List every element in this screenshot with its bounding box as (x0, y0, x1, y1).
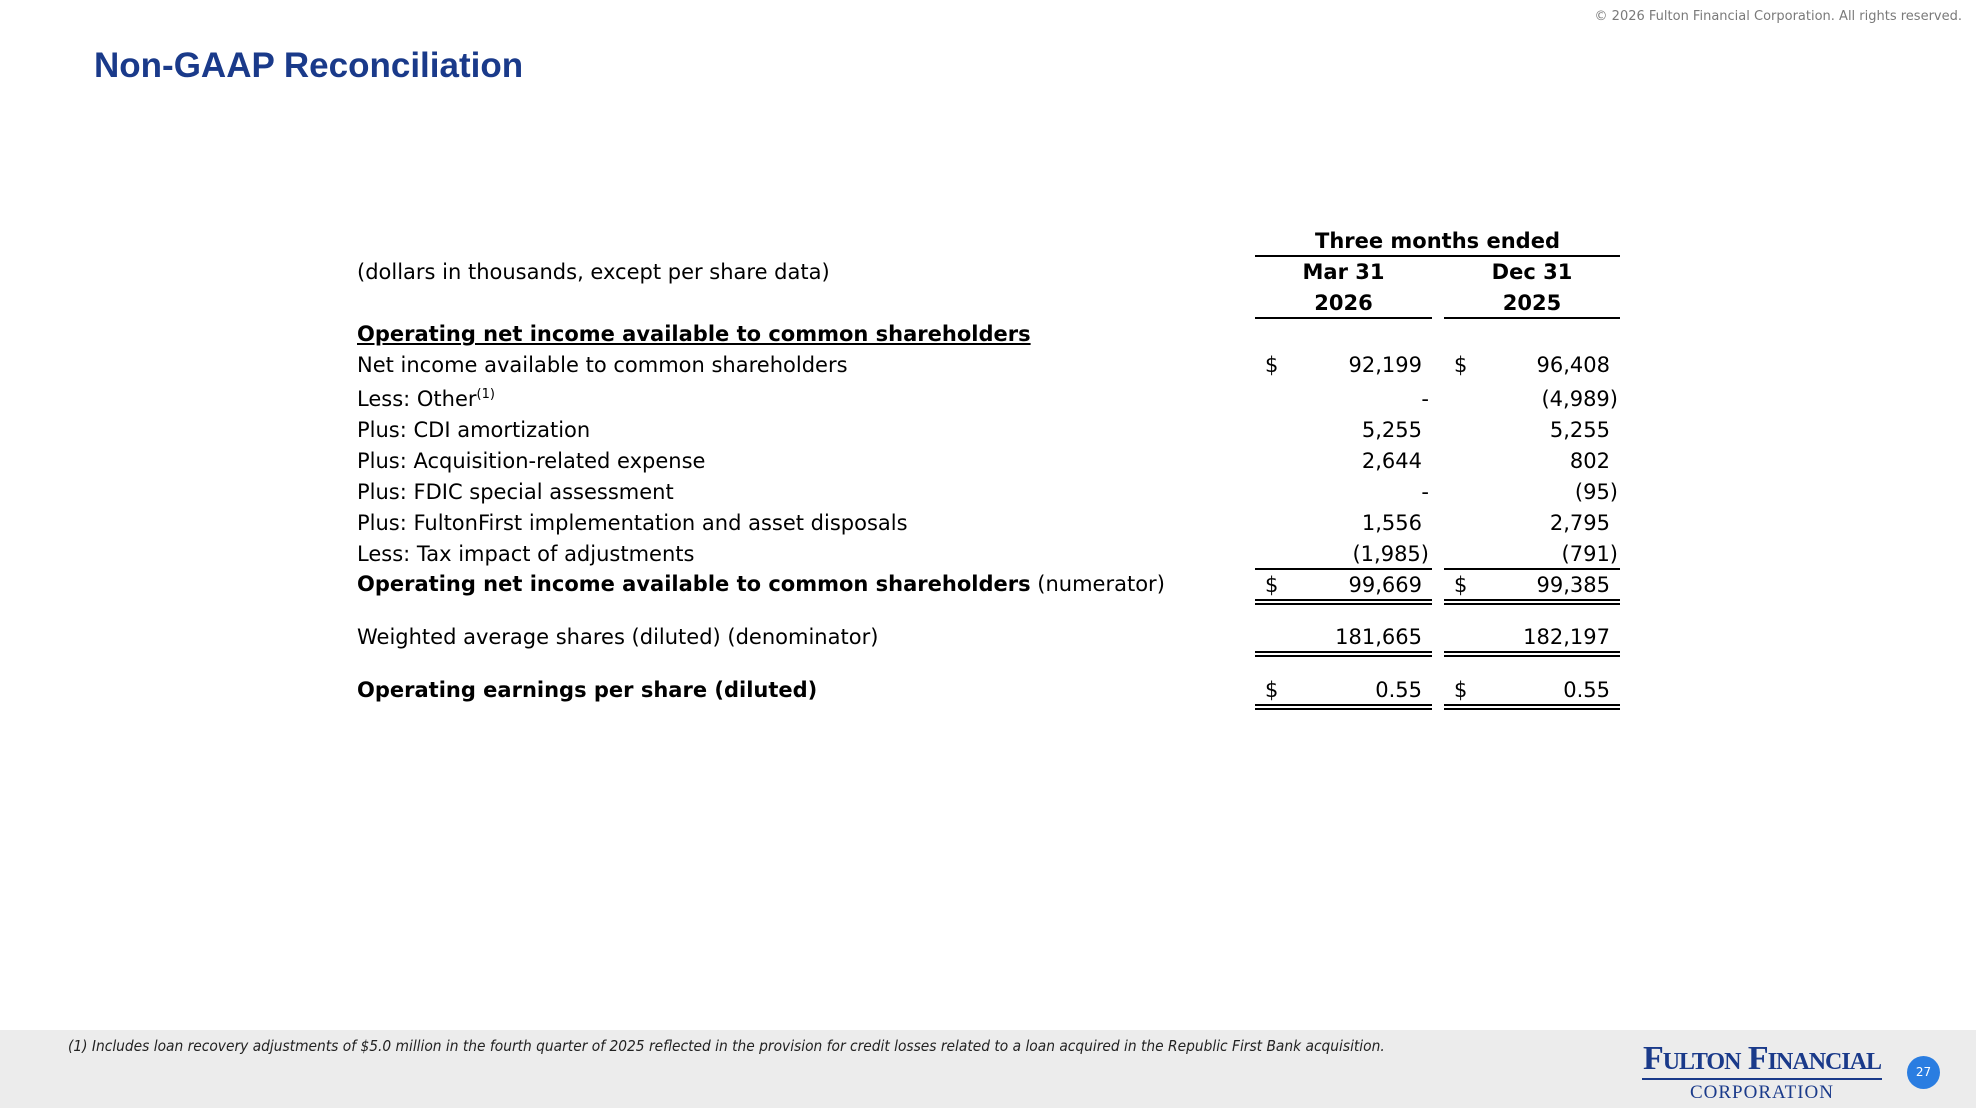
row-value-col2: (4,989) (1541, 387, 1618, 411)
footnote: (1) Includes loan recovery adjustments of $5.0 million in the fourth quarter of 2025 reflected in the provision for credit losses related to a loan acquired in the Republic First Bank acquisition. (68, 1037, 1385, 1055)
denominator-col1: 181,665 (1335, 625, 1422, 649)
row-label: Plus: FultonFirst implementation and asset disposals (357, 511, 908, 535)
eps-label: Operating earnings per share (diluted) (357, 678, 818, 702)
company-logo (1642, 1042, 1882, 1103)
row-value-col1: 5,255 (1361, 418, 1422, 442)
row-value-col1: 1,556 (1361, 511, 1422, 535)
page-number-badge: 27 (1907, 1056, 1940, 1089)
header-rule (1255, 255, 1620, 257)
currency-symbol: $ (1265, 353, 1279, 377)
row-value-col2: 96,408 (1536, 353, 1610, 377)
row-label: Plus: Acquisition-related expense (357, 449, 706, 473)
logo-line1: Fulton Financial (1642, 1040, 1882, 1077)
eps-col2: 0.55 (1563, 678, 1610, 702)
row-label: Less: Tax impact of adjustments (357, 542, 695, 566)
row-value-col1: 92,199 (1348, 353, 1422, 377)
denominator-label: Weighted average shares (diluted) (denominator) (357, 625, 879, 649)
row-value-col2: (791) (1561, 542, 1618, 566)
total-double-rule-col2 (1444, 599, 1620, 605)
row-value-col1: - (1421, 387, 1429, 411)
numerator-col2: 99,385 (1536, 573, 1610, 597)
row-value-col1: - (1421, 480, 1429, 504)
copyright-notice: © 2026 Fulton Financial Corporation. All rights reserved. (1594, 9, 1962, 24)
page-title: Non-GAAP Reconciliation (94, 46, 524, 85)
row-value-col2: 2,795 (1549, 511, 1610, 535)
numerator-label: Operating net income available to common shareholders (numerator) (357, 572, 1165, 596)
section-heading: Operating net income available to common shareholders (357, 322, 1031, 346)
numerator-col1: 99,669 (1348, 573, 1422, 597)
units-note: (dollars in thousands, except per share data) (357, 260, 830, 284)
row-label: Less: Other$^{(1)}$ (357, 387, 495, 411)
currency-symbol: $ (1265, 678, 1279, 702)
eps-double-rule-col2 (1444, 704, 1620, 710)
footnote-ref: (1) (476, 387, 495, 402)
row-value-col1: 2,644 (1361, 449, 1422, 473)
shares-double-rule-col2 (1444, 651, 1620, 657)
row-value-col2: 802 (1569, 449, 1610, 473)
currency-symbol: $ (1454, 353, 1468, 377)
total-double-rule-col1 (1255, 599, 1432, 605)
col2-month: Dec 31 (1491, 260, 1573, 284)
logo-line2: CORPORATION (1689, 1082, 1835, 1103)
row-value-col2: 5,255 (1549, 418, 1610, 442)
currency-symbol: $ (1265, 573, 1279, 597)
period-header: Three months ended (1315, 229, 1560, 253)
col2-header-underline (1444, 317, 1620, 319)
logo-rule (1642, 1078, 1882, 1080)
row-label: Net income available to common shareholders (357, 353, 848, 377)
col1-month: Mar 31 (1302, 260, 1385, 284)
shares-double-rule-col1 (1255, 651, 1432, 657)
denominator-col2: 182,197 (1523, 625, 1610, 649)
eps-col1: 0.55 (1375, 678, 1422, 702)
currency-symbol: $ (1454, 573, 1468, 597)
subtotal-rule-col2 (1444, 568, 1620, 570)
eps-double-rule-col1 (1255, 704, 1432, 710)
currency-symbol: $ (1454, 678, 1468, 702)
row-label: Plus: FDIC special assessment (357, 480, 674, 504)
col1-year: 2026 (1314, 291, 1373, 315)
subtotal-rule-col1 (1255, 568, 1432, 570)
col2-year: 2025 (1502, 291, 1562, 315)
col1-header-underline (1255, 317, 1432, 319)
row-label: Plus: CDI amortization (357, 418, 591, 442)
row-value-col1: (1,985) (1352, 542, 1429, 566)
row-value-col2: (95) (1574, 480, 1618, 504)
